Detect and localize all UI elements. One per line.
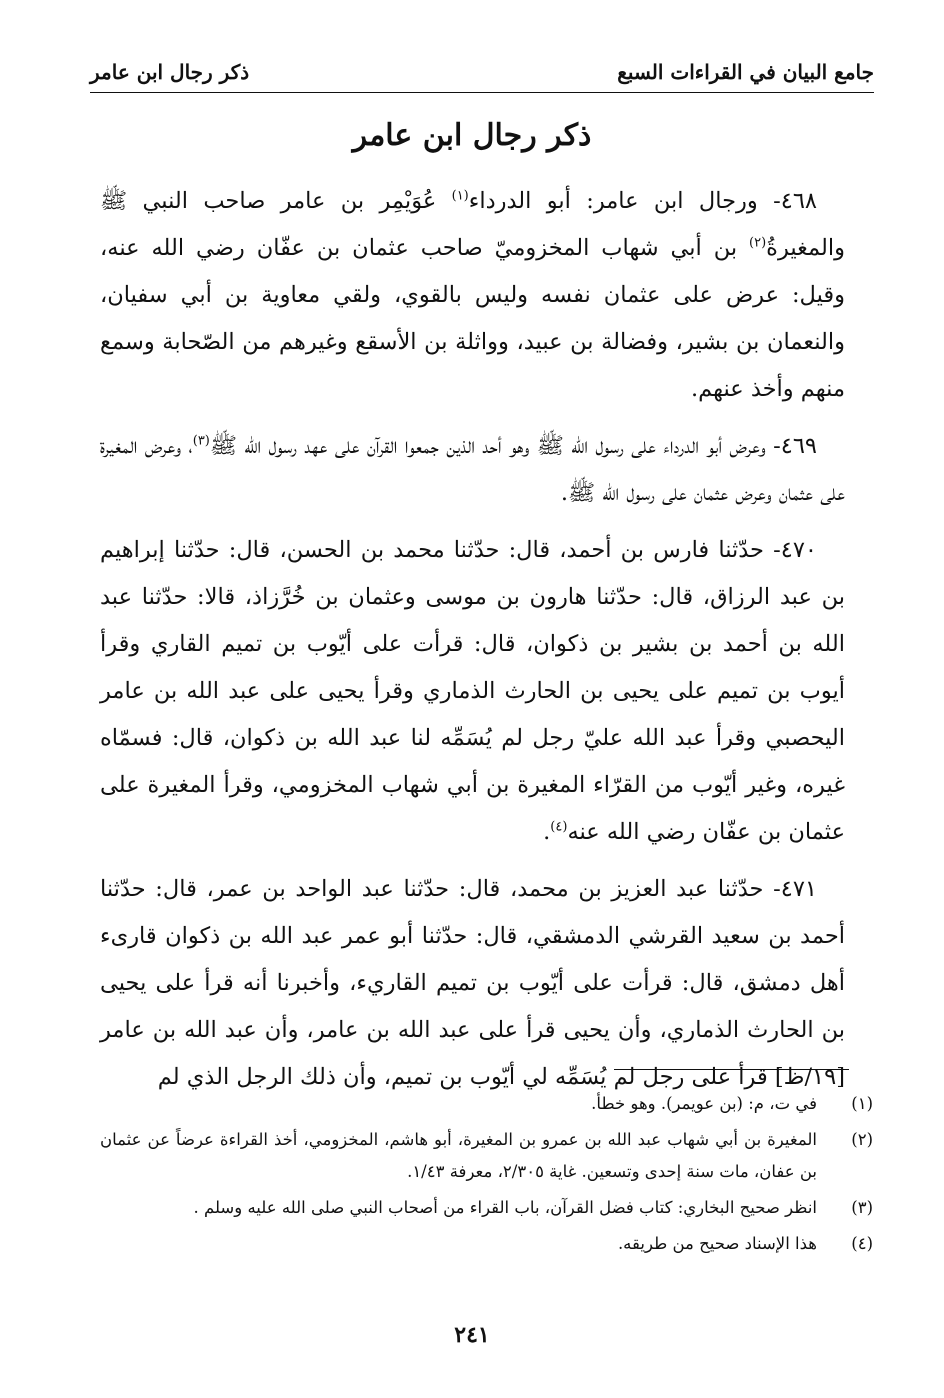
footnote-text: في ت، م: (بن عويمر). وهو خطأ. [591,1094,817,1113]
chapter-title: ذكر رجال ابن عامر [352,118,592,153]
main-text [100,178,845,1111]
footnote-mark: (٣) [851,1198,873,1217]
footnote-ref-3: (٣) [192,433,210,449]
footnote-ref-2: (٢) [749,235,767,251]
text-segment: ٤٧١- حدّثنا عبد العزيز بن محمد، قال: حدّثنا عبد الواحد بن عمر، قال: حدّثنا أحمد بن سعيد القرشي الدمشقي، قال: حدّثنا أبو عمر عبد الله بن ذكوان قارىء أهل دمشق، قال: قرأت على أيّوب بن تميم القاريء، وأخبرنا أنه قرأ على يحيى بن الحارث الذماري، وأن يحيى قرأ على عبد الله بن عامر، وأن عبد الله بن عامر [١٩/ظ] قرأ على رجل لم يُسَمِّه لي أيّوب بن تميم، وأن ذلك الرجل الذي لم [100,876,845,1090]
text-segment: ٤٦٩- وعرض أبو الدرداء على رسول الله ﷺ وهو أحد الذين جمعوا القرآن على عهد رسول الله ﷺ [209,433,817,459]
paragraph-470 [100,527,845,856]
paragraph-468 [100,178,845,413]
text-segment: . [543,819,551,845]
footnote-2 [100,1124,873,1188]
text-segment: عُوَيْمِر بن عامر صاحب النبي ﷺ والمغيرةُ [100,188,845,261]
footnote-text: المغيرة بن أبي شهاب عبد الله بن عمرو بن المغيرة، أبو هاشم، المخزومي، أخذ القراءة عرضاً عن عثمان بن عفان، مات سنة إحدى وتسعين. غاية ٢/٣٠٥، معرفة ١/٤٣. [100,1130,817,1181]
footnote-text: انظر صحيح البخاري: كتاب فضل القرآن، باب القراء من أصحاب النبي صلى الله عليه وسلم . [193,1198,817,1217]
footnote-separator [614,1069,849,1070]
header-section-title: ذكر رجال ابن عامر [90,60,250,84]
paragraph-471 [100,866,845,1101]
footnote-1 [100,1088,873,1120]
header-book-title: جامع البيان في القراءات السبع [617,60,874,84]
text-segment: ، وعرض المغيرة على عثمان وعرض عثمان على رسول الله ﷺ. [100,433,845,506]
paragraph-469 [100,423,845,517]
text-segment: ٤٧٠- حدّثنا فارس بن أحمد، قال: حدّثنا محمد بن الحسن، قال: حدّثنا إبراهيم بن عبد الرزاق، قال: حدّثنا هارون بن موسى وعثمان بن خُرَّزاذ، قالا: حدّثنا عبد الله بن أحمد بن بشير بن ذكوان، قال: قرأت على أيّوب بن تميم القاري وقرأ أيوب بن تميم على يحيى بن الحارث الذماري وقرأ يحيى على عبد الله بن عامر اليحصبي وقرأ عبد الله عليّ رجل لم يُسَمِّه لنا عبد الله بن ذكوان، قال: فسمّاه غيره، وغير أيّوب من القرّاء المغيرة بن أبي شهاب المخزومي، وقرأ المغيرة على عثمان بن عفّان رضي الله عنه [100,537,845,845]
text-segment: ٤٦٨- ورجال ابن عامر: أبو الدرداء [468,188,817,214]
running-header [90,52,874,93]
footnote-ref-4: (٤) [550,819,568,835]
text-segment: بن أبي شهاب المخزوميّ صاحب عثمان بن عفّان رضي الله عنه، وقيل: عرض على عثمان نفسه وليس بالقوي، ولقي معاوية بن أبي سفيان، والنعمان بن بشير، وفضالة بن عبيد، وواثلة بن الأسقع وغيرهم من الصّحابة وسمع منهم وأخذ عنهم. [100,235,845,402]
footnote-ref-1: (١) [451,188,469,204]
footnote-3 [100,1192,873,1224]
footnotes [100,1088,873,1264]
footnote-text: هذا الإسناد صحيح من طريقه. [617,1234,817,1253]
footnote-mark: (٢) [851,1130,873,1149]
page-number: ٢٤١ [454,1322,490,1348]
footnote-4 [100,1228,873,1260]
footnote-mark: (١) [851,1094,873,1113]
footnote-mark: (٤) [851,1234,873,1253]
